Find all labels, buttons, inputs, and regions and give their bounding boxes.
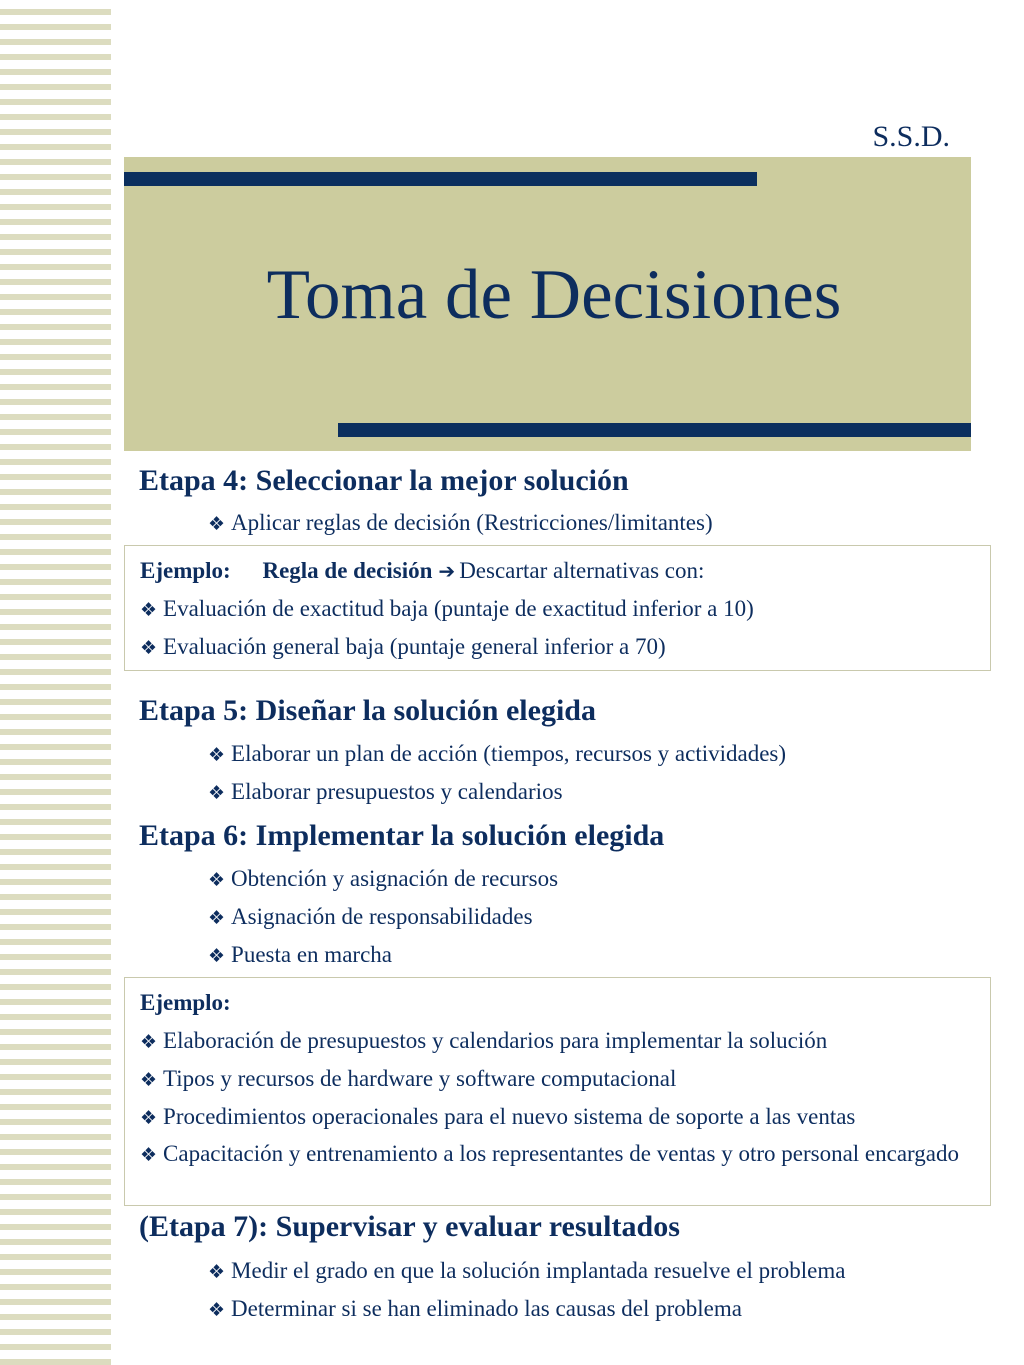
diamond-bullet-icon: ❖ bbox=[208, 907, 226, 929]
stage-6-item-text: Obtención y asignación de recursos bbox=[231, 866, 559, 891]
stage-7-item-text: Determinar si se han eliminado las causas del problema bbox=[231, 1296, 742, 1321]
diamond-bullet-icon: ❖ bbox=[208, 1299, 226, 1321]
stage-4-item bbox=[208, 510, 713, 536]
example-1-item-text: Evaluación de exactitud baja (puntaje de exactitud inferior a 10) bbox=[163, 596, 754, 621]
stage-5-item bbox=[208, 741, 786, 767]
example-2-label: Ejemplo: bbox=[140, 990, 231, 1015]
example-1-rule-line bbox=[140, 558, 704, 584]
stage-6-item-text: Asignación de responsabilidades bbox=[231, 904, 533, 929]
example-2-item bbox=[140, 1028, 827, 1054]
page-title: Toma de Decisiones bbox=[266, 256, 842, 334]
example-2-item bbox=[140, 1066, 676, 1092]
example-box-1 bbox=[124, 545, 991, 671]
stage-6-item bbox=[208, 866, 558, 892]
diamond-bullet-icon: ❖ bbox=[140, 1107, 158, 1129]
diamond-bullet-icon: ❖ bbox=[140, 1069, 158, 1091]
stage-4-item-text: Aplicar reglas de decisión (Restricciones/limitantes) bbox=[231, 510, 713, 535]
diamond-bullet-icon: ❖ bbox=[140, 1031, 158, 1053]
example-2-item-text: Procedimientos operacionales para el nuevo sistema de soporte a las ventas bbox=[163, 1104, 856, 1129]
stage-6-item bbox=[208, 904, 533, 930]
diamond-bullet-icon: ❖ bbox=[140, 637, 158, 659]
example-2-item-text: Tipos y recursos de hardware y software computacional bbox=[163, 1066, 677, 1091]
decorative-stripes bbox=[0, 0, 111, 1365]
example-1-rule-label: Regla de decisión bbox=[262, 558, 433, 583]
stage-7-heading: (Etapa 7): Supervisar y evaluar resultados bbox=[139, 1210, 680, 1243]
stage-5-item bbox=[208, 779, 563, 805]
stage-5-item-text: Elaborar presupuestos y calendarios bbox=[231, 779, 563, 804]
example-1-label: Ejemplo: bbox=[140, 558, 231, 583]
diamond-bullet-icon: ❖ bbox=[140, 1144, 158, 1166]
stage-6-heading: Etapa 6: Implementar la solución elegida bbox=[139, 819, 665, 852]
arrow-right-icon: ➔ bbox=[438, 559, 456, 583]
stage-7-item-text: Medir el grado en que la solución implantada resuelve el problema bbox=[231, 1258, 846, 1283]
author-initials: S.S.D. bbox=[872, 120, 950, 153]
diamond-bullet-icon: ❖ bbox=[140, 599, 158, 621]
stage-7-item bbox=[208, 1258, 845, 1284]
diamond-bullet-icon: ❖ bbox=[208, 513, 226, 535]
diamond-bullet-icon: ❖ bbox=[208, 945, 226, 967]
example-2-item bbox=[140, 1104, 855, 1130]
stage-5-item-text: Elaborar un plan de acción (tiempos, recursos y actividades) bbox=[231, 741, 787, 766]
example-1-rule-text: Descartar alternativas con: bbox=[459, 558, 705, 583]
diamond-bullet-icon: ❖ bbox=[208, 744, 226, 766]
title-bar-bottom bbox=[338, 423, 971, 437]
stage-4-heading: Etapa 4: Seleccionar la mejor solución bbox=[139, 464, 629, 497]
example-2-item-text: Elaboración de presupuestos y calendarios para implementar la solución bbox=[163, 1028, 828, 1053]
example-2-item bbox=[140, 1138, 980, 1171]
stage-7-item bbox=[208, 1296, 742, 1322]
title-bar-top bbox=[124, 172, 757, 186]
example-1-item bbox=[140, 634, 666, 660]
diamond-bullet-icon: ❖ bbox=[208, 1261, 226, 1283]
diamond-bullet-icon: ❖ bbox=[208, 782, 226, 804]
stage-5-heading: Etapa 5: Diseñar la solución elegida bbox=[139, 694, 596, 727]
example-2-item-text: Capacitación y entrenamiento a los representantes de ventas y otro personal encargado bbox=[163, 1141, 960, 1166]
stage-6-item-text: Puesta en marcha bbox=[231, 942, 392, 967]
example-box-2 bbox=[124, 977, 991, 1206]
example-1-item-text: Evaluación general baja (puntaje general inferior a 70) bbox=[163, 634, 666, 659]
example-1-item bbox=[140, 596, 754, 622]
diamond-bullet-icon: ❖ bbox=[208, 869, 226, 891]
stage-6-item bbox=[208, 942, 392, 968]
